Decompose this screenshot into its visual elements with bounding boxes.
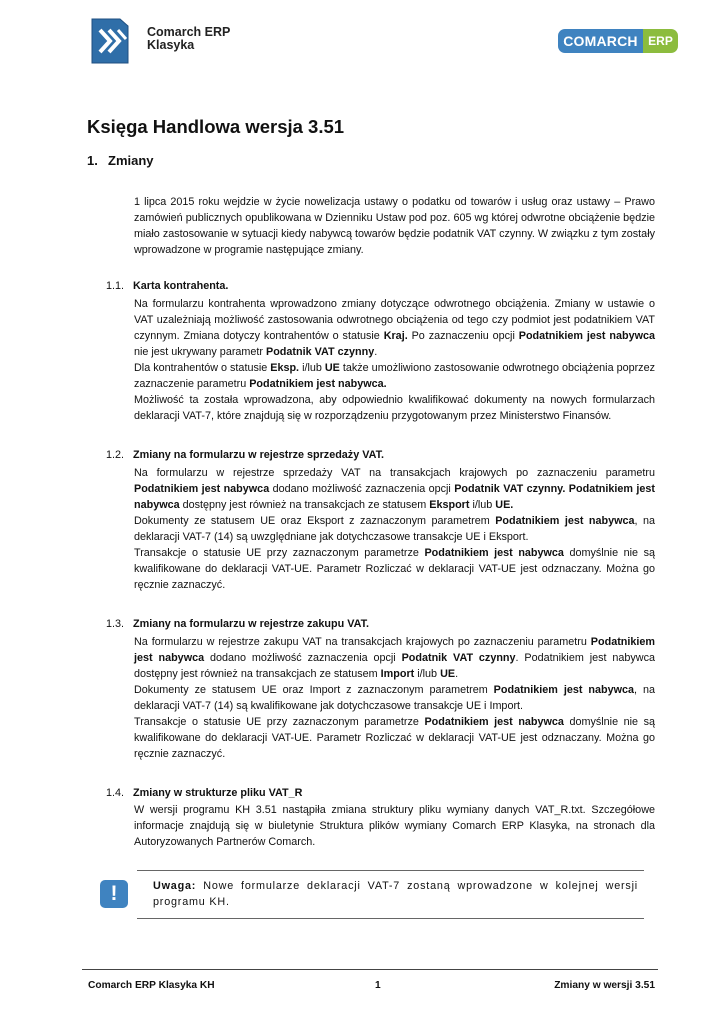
s11-paragraph-3: Możliwość ta została wprowadzona, aby odpowiednio kwalifikować dokumenty na nowych formularzach deklaracji VAT-7, które znajdują się w rozporządzeniu przygotowanym przez Ministerstwo Finansów.	[134, 394, 655, 422]
text-run-bold: Podatnikiem jest nabywca	[134, 483, 270, 495]
text-run: Po zaznaczeniu opcji	[407, 330, 519, 342]
footer-page-number: 1	[375, 980, 381, 991]
text-run-bold: Podatnik VAT czynny	[401, 652, 516, 664]
text-run: , na deklaracji VAT-7 (14) są uwzględniane jak dotychczasowe transakcje UE i Eksport.	[134, 515, 656, 543]
s12-paragraph-3	[134, 545, 655, 593]
intro-paragraph: 1 lipca 2015 roku wejdzie w życie nowelizacja ustawy o podatku od towarów i usług oraz ustawy – Prawo zamówień publicznych opublikowana w Dzienniku Ustaw pod poz. 605 wg której odwrotne obciążenie będzie miało zastosowanie w sytuacji kiedy nabywcą towarów będzie podatnik VAT czynny. W związku z tym zostały wprowadzone w programie następujące zmiany.	[134, 196, 655, 256]
text-run-bold: UE	[324, 362, 340, 374]
section-number: 1.	[87, 153, 98, 168]
text-run: dostępny jest również na transakcjach ze statusem	[179, 499, 430, 511]
badge-comarch: COMARCH	[558, 29, 643, 53]
text-run: także umożliwiono zastosowanie odwrotnego obciążenia poprzez zaznaczenie parametru	[134, 362, 655, 390]
section-heading	[87, 153, 154, 168]
text-run-bold: Podatnikiem jest nabywca	[134, 636, 655, 664]
note-top-rule	[137, 870, 644, 871]
section-title: Zmiany	[108, 153, 154, 168]
text-run-bold: Podatnikiem jest nabywca	[493, 684, 635, 696]
s12-paragraph-2	[134, 513, 655, 545]
text-run-bold: UE.	[495, 499, 514, 511]
s12-paragraph-1	[134, 465, 655, 513]
text-run: Dla kontrahentów o statusie	[134, 362, 271, 374]
text-run: Transakcje o statusie UE przy zaznaczonym parametrze	[134, 547, 425, 559]
text-run-bold: UE	[440, 668, 456, 680]
logo-line-2: Klasyka	[147, 38, 195, 52]
subsection-title: Zmiany na formularzu w rejestrze sprzedaży VAT.	[133, 449, 385, 461]
s14-paragraph-1: W wersji programu KH 3.51 nastąpiła zmiana struktury pliku wymiany danych VAT_R.txt. Szczegółowe informacje znajdują się w biuletynie Struktura plików wymiany Comarch ERP Klasyka, na stronach dla Autoryzowanych Partnerów Comarch.	[134, 804, 655, 848]
text-run: nie jest ukrywany parametr	[134, 346, 267, 358]
text-run: Na formularzu kontrahenta wprowadzono zmiany dotyczące odwrotnego obciążenia. Zmiany w ustawie o VAT uzależniają możliwość zastosowania odwrotnego obciążenia od tego czy podmiot jest podatnikiem VAT czynnym. Zmiana dotyczy kontrahentów o statusie	[134, 298, 655, 342]
text-run-bold: Podatnikiem jest nabywca	[495, 515, 635, 527]
text-run: dodano możliwość zaznaczenia opcji	[269, 483, 455, 495]
footer-right: Zmiany w wersji 3.51	[554, 980, 655, 991]
text-run-bold: Import	[380, 668, 415, 680]
subsection-1-4-heading	[106, 786, 302, 800]
text-run-bold: Podatnikiem jest nabywca	[424, 716, 564, 728]
document-title: Księga Handlowa wersja 3.51	[87, 116, 345, 137]
subsection-1-2-heading	[106, 448, 384, 462]
text-run: . Podatnikiem jest nabywca dostępny jest również na transakcjach ze statusem	[134, 652, 656, 680]
text-run-bold: Podatnikiem jest nabywca.	[249, 378, 387, 390]
text-run-bold: Podatnikiem jest nabywca	[134, 483, 655, 511]
exclamation-icon: !	[100, 880, 128, 908]
logo-line-1: Comarch ERP	[147, 25, 231, 39]
note-label: Uwaga:	[153, 880, 197, 892]
text-run-bold: Podatnik VAT czynny.	[454, 483, 566, 495]
logo-mark-icon	[88, 18, 132, 64]
note-bottom-rule	[137, 918, 644, 919]
text-run: i/lub	[414, 668, 441, 680]
logo-text	[147, 26, 230, 52]
subsection-number: 1.2.	[106, 449, 125, 461]
subsection-number: 1.3.	[106, 618, 125, 630]
subsection-1-1-heading	[106, 279, 228, 293]
subsection-title: Zmiany na formularzu w rejestrze zakupu VAT.	[133, 618, 369, 630]
s13-paragraph-3	[134, 714, 655, 762]
footer-rule	[82, 969, 658, 970]
text-run: Transakcje o statusie UE przy zaznaczonym parametrze	[134, 716, 425, 728]
s13-paragraph-1	[134, 634, 655, 682]
text-run: i/lub	[469, 499, 496, 511]
footer-left: Comarch ERP Klasyka KH	[88, 980, 215, 991]
subsection-1-3-heading	[106, 617, 369, 631]
s13-paragraph-2	[134, 682, 655, 714]
text-run-bold: Podatnikiem jest nabywca	[424, 547, 564, 559]
subsection-number: 1.4.	[106, 787, 125, 799]
comarch-erp-badge	[558, 29, 678, 53]
text-run: dodano możliwość zaznaczenia opcji	[204, 652, 402, 664]
s11-paragraph-1	[134, 296, 655, 360]
text-run: i/lub	[299, 362, 325, 374]
text-run: Na formularzu w rejestrze sprzedaży VAT na transakcjach krajowych po zaznaczeniu parametru	[134, 467, 655, 479]
text-run: Na formularzu w rejestrze zakupu VAT na transakcjach krajowych po zaznaczeniu parametru	[134, 636, 591, 648]
text-run-bold: Eksport	[429, 499, 470, 511]
comarch-erp-klasyka-logo	[88, 18, 248, 64]
note-text	[153, 878, 638, 910]
note-body: Nowe formularze deklaracji VAT-7 zostaną wprowadzone w kolejnej wersji programu KH.	[153, 880, 638, 908]
text-run: Dokumenty ze statusem UE oraz Import z zaznaczonym parametrem	[134, 684, 494, 696]
text-run: Dokumenty ze statusem UE oraz Eksport z zaznaczonym parametrem	[134, 515, 496, 527]
text-run-bold: Kraj.	[383, 330, 408, 342]
subsection-title: Zmiany w strukturze pliku VAT_R	[133, 787, 303, 799]
text-run-bold: Podatnik VAT czynny	[266, 346, 375, 358]
subsection-title: Karta kontrahenta.	[133, 280, 229, 292]
text-run: , na deklaracji VAT-7 (14) są kwalifikowane jak dotychczasowe transakcje UE i Import.	[134, 684, 655, 712]
text-run: .	[455, 668, 459, 680]
text-run: .	[374, 346, 378, 358]
text-run-bold: Podatnikiem jest nabywca	[518, 330, 655, 342]
badge-erp: ERP	[643, 29, 678, 53]
subsection-number: 1.1.	[106, 280, 125, 292]
s11-paragraph-2	[134, 360, 655, 392]
text-run: domyślnie nie są kwalifikowane do deklaracji VAT-UE. Parametr Rozliczać w deklaracji VAT-UE jest odznaczany. Można go ręcznie zaznaczyć.	[134, 547, 655, 591]
text-run-bold: Eksp.	[270, 362, 300, 374]
text-run: domyślnie nie są kwalifikowane do deklaracji VAT-UE. Parametr Rozliczać w deklaracji VAT-UE jest odznaczany. Można go ręcznie zaznaczyć.	[134, 716, 655, 760]
